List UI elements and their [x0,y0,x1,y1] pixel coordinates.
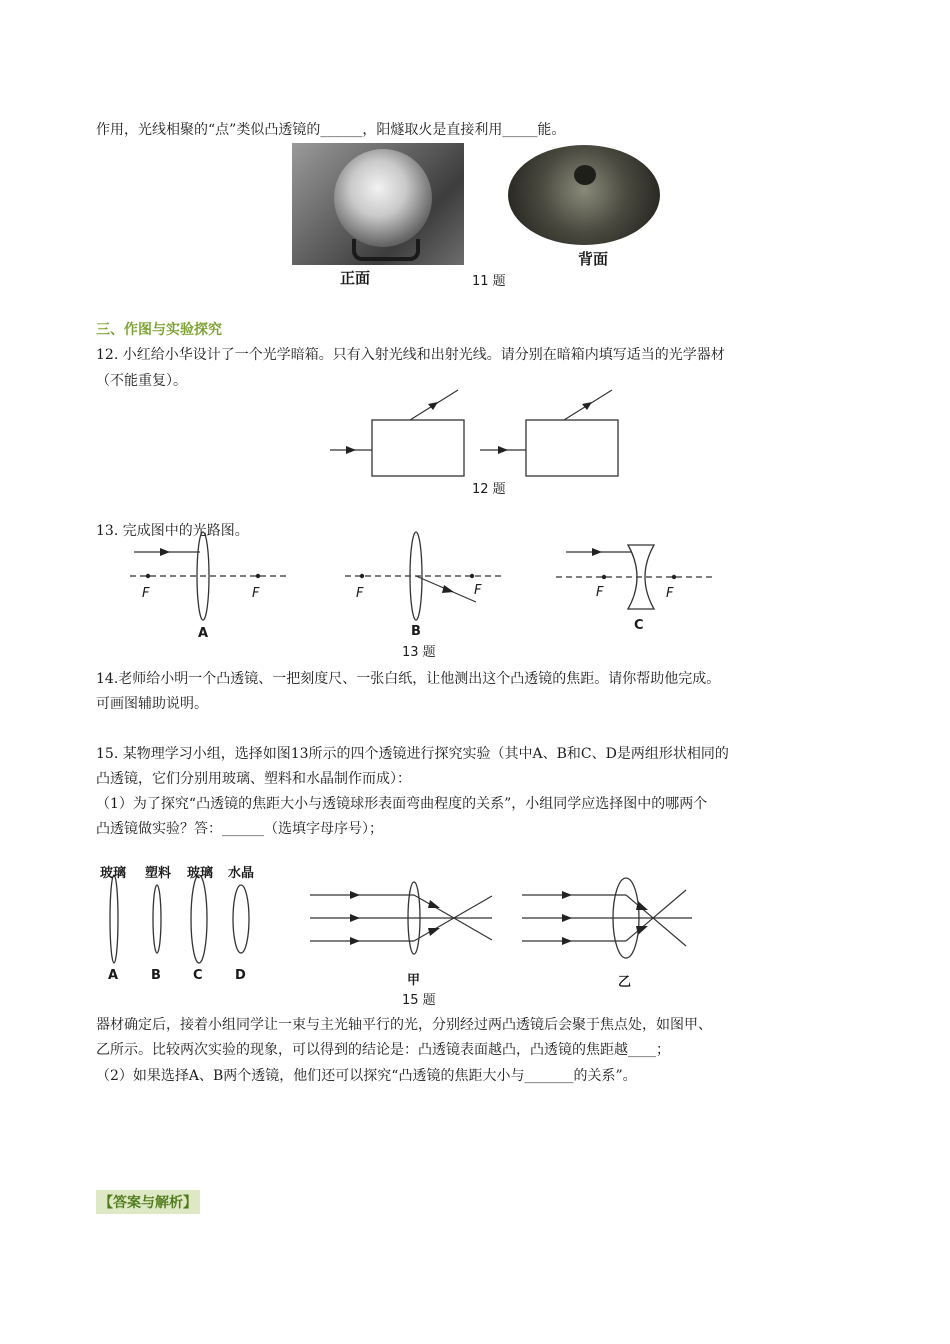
q15-text-line-7: （2）如果选择A、B两个透镜，他们还可以探究“凸透镜的焦距大小与_______的关系”。 [96,1068,637,1084]
answer-heading: 【答案与解析】 [96,1190,200,1214]
q12-text-line-2: （不能重复）。 [96,373,187,389]
fig11-front-label: 正面 [340,269,371,287]
fig15-yi-label: 乙 [618,975,632,990]
fig15-lens-set [110,875,249,963]
fig15-material-d: 水晶 [228,866,255,881]
fig15-caption: 15 题 [402,993,436,1008]
fig15-diagram-jia [310,882,492,954]
q15-text-line-2: 凸透镜，它们分别用玻璃、塑料和水晶制作而成）： [96,771,411,787]
fig12-dark-box-1 [330,390,464,476]
fig15-material-c: 玻璃 [187,866,214,881]
fig12-caption: 12 题 [472,482,506,497]
fig12-dark-box-2 [480,390,618,476]
q15-text-line-6: 乙所示。比较两次实验的现象，可以得到的结论是：凸透镜表面越凸，凸透镜的焦距越____； [96,1042,670,1058]
section-heading: 三、作图与实验探究 [96,322,222,338]
q15-text-line-3: （1）为了探究“凸透镜的焦距大小与透镜球形表面弯曲程度的关系”，小组同学应选择图中的哪两个 [96,796,708,812]
q13-text-line: 13. 完成图中的光路图。 [96,523,249,539]
fig13-concave-lens-c [556,545,712,609]
fig15-letter-d: D [235,968,246,983]
fig13-a-label: A [198,626,209,641]
fig15-letter-b: B [151,968,161,983]
fig15-letter-c: C [193,968,203,983]
q15-text-line-1: 15. 某物理学习小组，选择如图13所示的四个透镜进行探究实验（其中A、B和C、D是两组形状相同的 [96,746,729,762]
fig13-c-label: C [634,618,644,633]
fig13-convex-lens-a [130,532,290,620]
fig15-material-b: 塑料 [145,866,172,881]
fig13-b-focus-left: F [356,586,364,601]
q15-text-line-5: 器材确定后，接着小组同学让一束与主光轴平行的光，分别经过两凸透镜后会聚于焦点处，如图甲、 [96,1017,712,1033]
fig13-a-focus-left: F [142,586,150,601]
fig15-material-a: 玻璃 [100,866,127,881]
fig15-letter-a: A [108,968,119,983]
fig13-c-focus-left: F [596,585,604,600]
q15-text-line-4: 凸透镜做实验？答：______（选填字母序号）； [96,821,383,837]
fig11-caption: 11 题 [472,274,506,289]
fig11-back-label: 背面 [578,250,609,268]
fig15-jia-label: 甲 [407,973,421,988]
q14-text-line-1: 14.老师给小明一个凸透镜、一把刻度尺、一张白纸，让他测出这个凸透镜的焦距。请你帮助他完成。 [96,671,721,687]
fig13-b-label: B [411,624,421,639]
fig13-caption: 13 题 [402,645,436,660]
fig13-c-focus-right: F [666,586,674,601]
q11-text-line: 作用，光线相聚的“点”类似凸透镜的______，阳燧取火是直接利用_____能。 [96,122,566,138]
q14-text-line-2: 可画图辅助说明。 [96,696,208,712]
fig13-a-focus-right: F [252,586,260,601]
fig15-diagram-yi [522,878,692,958]
fig13-b-focus-right: F [474,583,482,598]
q12-text-line-1: 12. 小红给小华设计了一个光学暗箱。只有入射光线和出射光线。请分别在暗箱内填写适当的光学器材 [96,347,725,363]
fig13-convex-lens-b [345,532,505,620]
